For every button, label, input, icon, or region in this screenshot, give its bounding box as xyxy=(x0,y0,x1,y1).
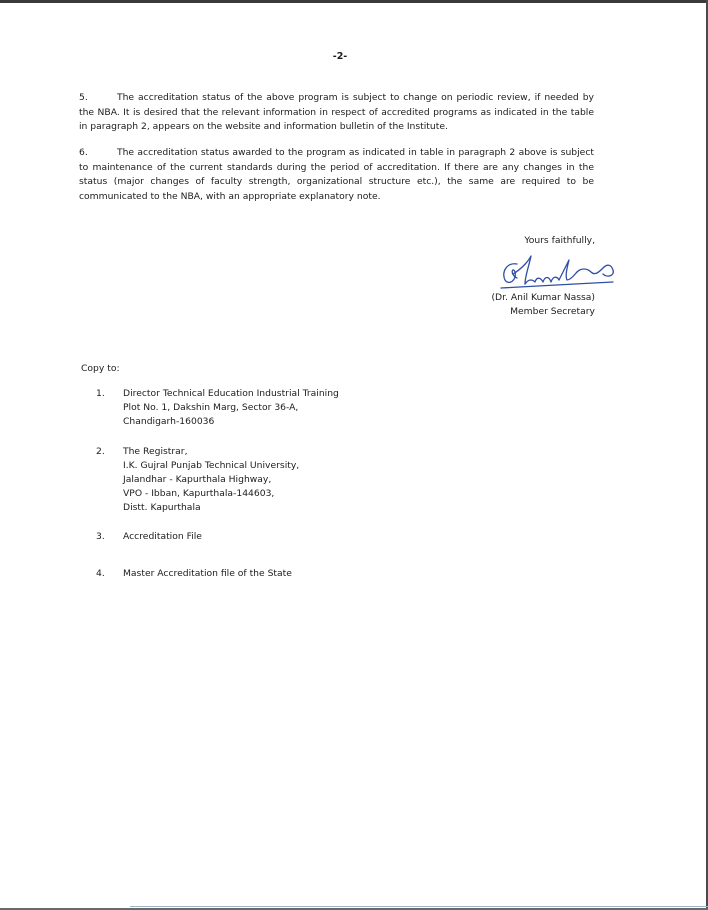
address-line: I.K. Gujral Punjab Technical University, xyxy=(123,460,300,471)
top-border xyxy=(0,0,708,3)
address-line: Distt. Kapurthala xyxy=(123,502,201,513)
signer-block xyxy=(491,291,595,319)
copy-to-heading: Copy to: xyxy=(81,363,120,374)
copy-item-address xyxy=(123,387,339,429)
signer-name: (Dr. Anil Kumar Nassa) xyxy=(491,292,595,303)
copy-to-item xyxy=(96,445,299,515)
address-line: Accreditation File xyxy=(123,531,202,542)
bottom-divider xyxy=(130,906,708,907)
copy-item-number: 3. xyxy=(96,531,105,542)
copy-to-item xyxy=(96,567,292,581)
address-line: Master Accreditation file of the State xyxy=(123,568,292,579)
copy-item-address xyxy=(123,530,202,544)
closing-salutation: Yours faithfully, xyxy=(524,235,595,246)
address-line: The Registrar, xyxy=(123,446,188,457)
paragraph-text: The accreditation status of the above program is subject to change on periodic review, if needed by the NBA. It is desired that the relevant information in respect of accredited programs as indicated in the table in paragraph 2, appears on the website and information bulletin of the Institute. xyxy=(79,92,594,132)
address-line: Director Technical Education Industrial Training xyxy=(123,388,339,399)
copy-item-number: 1. xyxy=(96,388,105,399)
paragraph-number: 6. xyxy=(79,147,88,158)
address-line: Jalandhar - Kapurthala Highway, xyxy=(123,474,272,485)
address-line: VPO - Ibban, Kapurthala-144603, xyxy=(123,488,275,499)
copy-item-address xyxy=(123,567,292,581)
paragraph-6 xyxy=(79,146,594,204)
signer-title: Member Secretary xyxy=(510,306,595,317)
page-number: -2- xyxy=(332,51,348,62)
paragraph-number: 5. xyxy=(79,92,88,103)
paragraph-text: The accreditation status awarded to the program as indicated in table in paragraph 2 above is subject to maintenance of the current standards during the period of accreditation. If there are any changes in the status (major changes of faculty strength, organizational structure etc.), the same are required to be communicated to the NBA, with an appropriate explanatory note. xyxy=(79,147,594,202)
copy-to-item xyxy=(96,530,202,544)
copy-item-number: 2. xyxy=(96,446,105,457)
paragraph-5 xyxy=(79,91,594,135)
copy-item-number: 4. xyxy=(96,568,105,579)
handwritten-signature xyxy=(495,250,625,294)
address-line: Plot No. 1, Dakshin Marg, Sector 36-A, xyxy=(123,402,299,413)
copy-item-address xyxy=(123,445,299,515)
copy-to-item xyxy=(96,387,339,429)
address-line: Chandigarh-160036 xyxy=(123,416,215,427)
